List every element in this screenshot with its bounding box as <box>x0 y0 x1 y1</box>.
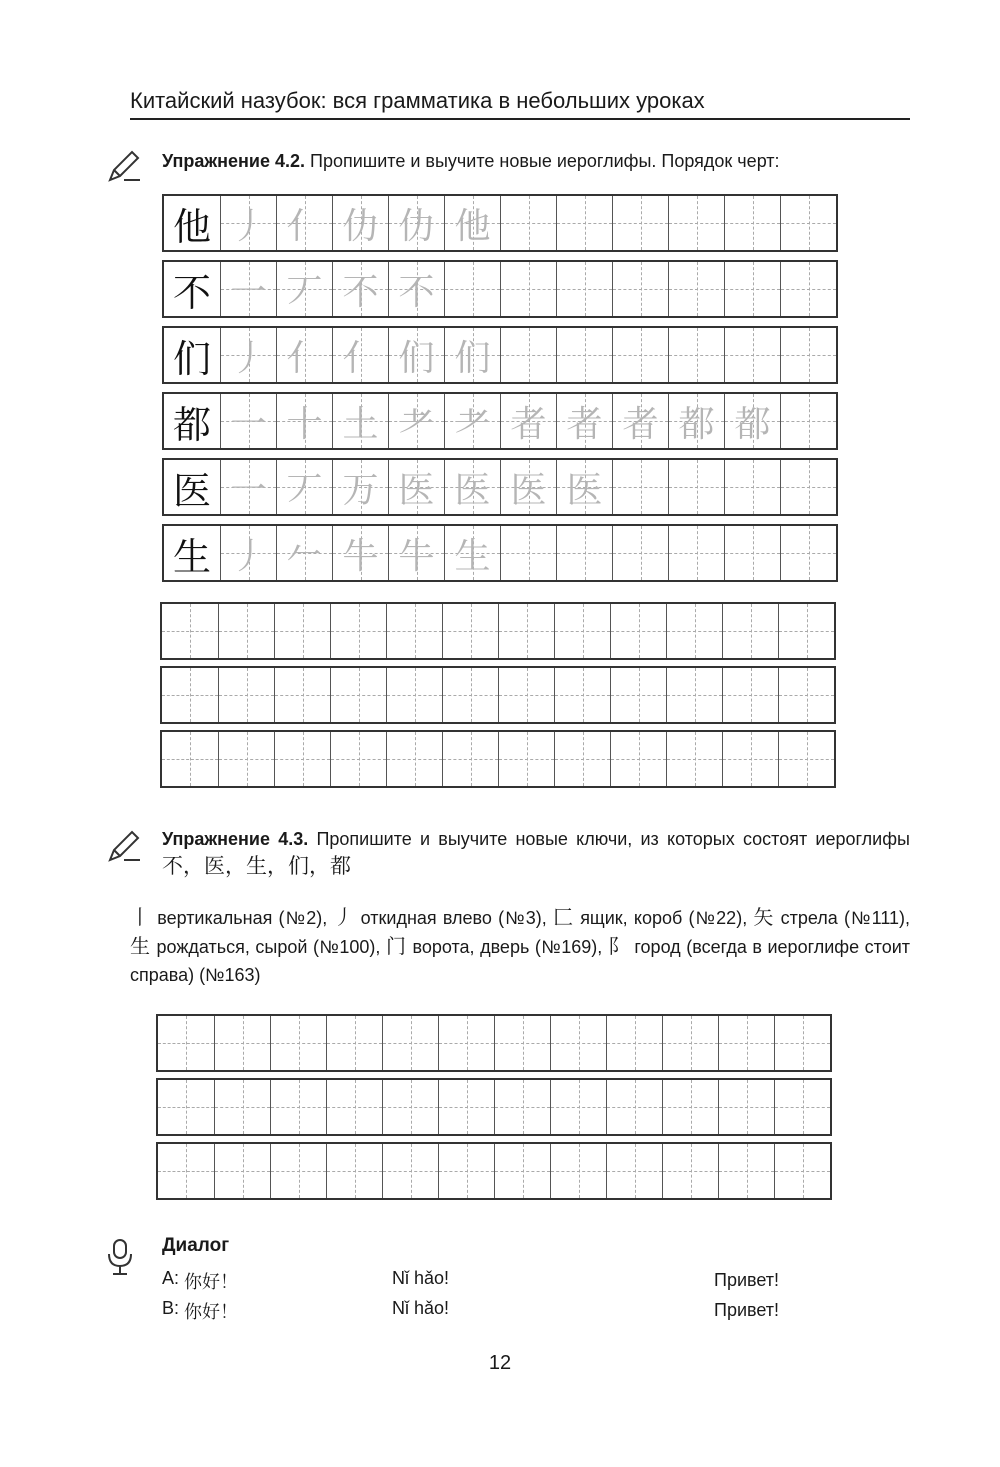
practice-cell <box>780 262 836 316</box>
stroke-step: 都 <box>724 394 780 448</box>
practice-cell <box>550 1080 606 1134</box>
dialog-hanzi: 你好！ <box>184 1302 238 1323</box>
stroke-step: 丿 <box>220 328 276 382</box>
stroke-row <box>162 524 838 582</box>
practice-cell <box>610 604 666 658</box>
dialog-translation: Привет! <box>714 1270 780 1290</box>
stroke-step: 土 <box>332 394 388 448</box>
practice-cell <box>610 668 666 722</box>
dialog-speaker: B: <box>162 1298 180 1318</box>
practice-cell <box>556 262 612 316</box>
stroke-step: 们 <box>388 328 444 382</box>
stroke-step: 耂 <box>444 394 500 448</box>
practice-cell <box>550 1016 606 1070</box>
exercise-4-3-instructions <box>162 826 910 881</box>
practice-cell <box>718 1144 774 1198</box>
dialog-speaker: A: <box>162 1268 180 1288</box>
practice-cell <box>724 328 780 382</box>
practice-cell <box>442 604 498 658</box>
practice-cell <box>778 604 834 658</box>
practice-cell <box>556 526 612 580</box>
practice-cell <box>386 668 442 722</box>
practice-cell <box>662 1016 718 1070</box>
model-character: 都 <box>172 402 211 447</box>
practice-cell <box>158 1144 214 1198</box>
stroke-step: 不 <box>388 262 444 316</box>
practice-cell <box>442 668 498 722</box>
stroke-row <box>162 458 838 516</box>
practice-cell <box>612 526 668 580</box>
practice-cell <box>162 668 218 722</box>
stroke-step: 亻 <box>276 328 332 382</box>
dialog-translation: Привет! <box>714 1300 780 1320</box>
stroke-step: 医 <box>500 460 556 514</box>
practice-cell <box>162 604 218 658</box>
stroke-step: 们 <box>444 328 500 382</box>
stroke-step: 仂 <box>388 196 444 250</box>
practice-cell <box>718 1016 774 1070</box>
practice-cell <box>774 1080 830 1134</box>
practice-cell <box>214 1080 270 1134</box>
radical-glyph: 矢 <box>753 905 775 929</box>
practice-cell <box>606 1080 662 1134</box>
practice-cell <box>218 604 274 658</box>
stroke-step: 者 <box>500 394 556 448</box>
exercise-4-3-text: Пропишите и выучите новые ключи, из которых состоят иероглифы <box>316 829 910 849</box>
practice-cell <box>724 460 780 514</box>
practice-cell <box>724 262 780 316</box>
practice-cell <box>666 668 722 722</box>
exercise-4-3-chars: 不，医，生，们，都 <box>162 854 351 878</box>
radical-description: рождаться, сырой (№100), <box>156 937 381 957</box>
practice-cell <box>724 526 780 580</box>
header-rule <box>130 118 910 120</box>
practice-cell <box>442 732 498 786</box>
practice-cell <box>722 732 778 786</box>
practice-cell <box>500 328 556 382</box>
pencil-icon <box>106 828 142 864</box>
dialog-hanzi: 你好！ <box>184 1272 238 1293</box>
practice-row <box>156 1078 832 1136</box>
stroke-row <box>162 260 838 318</box>
stroke-step: 者 <box>612 394 668 448</box>
practice-cell <box>270 1080 326 1134</box>
practice-cell <box>494 1016 550 1070</box>
stroke-step: 生 <box>444 526 500 580</box>
stroke-step: 牛 <box>332 526 388 580</box>
practice-cell <box>500 196 556 250</box>
stroke-step: 医 <box>388 460 444 514</box>
radical-glyph: 阝 <box>607 934 629 958</box>
practice-cell <box>218 732 274 786</box>
practice-cell <box>386 732 442 786</box>
practice-cell <box>662 1080 718 1134</box>
practice-cell <box>500 526 556 580</box>
dialog-title: Диалог <box>162 1235 230 1256</box>
stroke-step: 丿 <box>220 526 276 580</box>
model-character: 不 <box>172 270 211 315</box>
practice-cell <box>662 1144 718 1198</box>
practice-cell <box>214 1016 270 1070</box>
model-character: 他 <box>172 204 211 249</box>
radical-description: вертикальная (№2), <box>157 908 328 928</box>
stroke-step: 不 <box>332 262 388 316</box>
stroke-step: 一 <box>220 262 276 316</box>
radical-description: откидная влево (№3), <box>360 908 547 928</box>
practice-cell <box>612 328 668 382</box>
practice-cell <box>494 1080 550 1134</box>
practice-cell <box>498 668 554 722</box>
stroke-step: 一 <box>220 460 276 514</box>
practice-cell <box>780 460 836 514</box>
exercise-4-3-label: Упражнение 4.3. <box>162 829 309 849</box>
dialog-pinyin: Nǐ hǎo! <box>392 1268 450 1288</box>
stroke-row <box>162 392 838 450</box>
practice-cell <box>554 732 610 786</box>
practice-cell <box>668 460 724 514</box>
stroke-step: 耂 <box>388 394 444 448</box>
radical-glyph: 丨 <box>130 905 152 929</box>
practice-cell <box>158 1016 214 1070</box>
practice-cell <box>438 1080 494 1134</box>
model-character: 生 <box>172 534 211 579</box>
model-character: 医 <box>172 468 211 513</box>
practice-cell <box>778 668 834 722</box>
stroke-step: 亻 <box>276 196 332 250</box>
practice-cell <box>668 196 724 250</box>
radicals-paragraph <box>130 903 910 989</box>
practice-cell <box>382 1016 438 1070</box>
practice-cell <box>554 668 610 722</box>
practice-cell <box>270 1144 326 1198</box>
microphone-icon <box>104 1238 136 1278</box>
practice-cell <box>438 1016 494 1070</box>
practice-cell <box>612 460 668 514</box>
practice-cell <box>382 1080 438 1134</box>
practice-cell <box>386 604 442 658</box>
stroke-step: 亻 <box>332 328 388 382</box>
exercise-4-2-text: Пропишите и выучите новые иероглифы. Порядок черт: <box>310 151 780 171</box>
practice-row <box>160 666 836 724</box>
practice-cell <box>274 732 330 786</box>
practice-cell <box>270 1016 326 1070</box>
practice-cell <box>780 394 836 448</box>
practice-cell <box>162 732 218 786</box>
exercise-4-2-label: Упражнение 4.2. <box>162 151 306 171</box>
radical-glyph: 门 <box>385 934 407 958</box>
practice-cell <box>330 604 386 658</box>
practice-cell <box>218 668 274 722</box>
practice-cell <box>774 1016 830 1070</box>
practice-cell <box>780 196 836 250</box>
radical-description: ворота, дверь (№169), <box>412 937 603 957</box>
stroke-step: 丿 <box>220 196 276 250</box>
practice-cell <box>498 604 554 658</box>
practice-cell <box>610 732 666 786</box>
practice-cell <box>554 604 610 658</box>
pencil-icon <box>106 148 142 184</box>
practice-cell <box>668 262 724 316</box>
stroke-step: 医 <box>556 460 612 514</box>
practice-cell <box>382 1144 438 1198</box>
stroke-step: 牛 <box>388 526 444 580</box>
practice-cell <box>498 732 554 786</box>
practice-cell <box>668 328 724 382</box>
practice-cell <box>274 668 330 722</box>
practice-cell <box>722 668 778 722</box>
practice-cell <box>444 262 500 316</box>
stroke-step: 十 <box>276 394 332 448</box>
stroke-step: 者 <box>556 394 612 448</box>
stroke-row <box>162 194 838 252</box>
practice-cell <box>718 1080 774 1134</box>
practice-cell <box>438 1144 494 1198</box>
practice-cell <box>214 1144 270 1198</box>
stroke-step: 一 <box>220 394 276 448</box>
practice-cell <box>612 196 668 250</box>
practice-cell <box>326 1144 382 1198</box>
dialog-pinyin: Nǐ hǎo! <box>392 1298 450 1318</box>
radical-description: стрела (№111), <box>780 908 911 928</box>
practice-cell <box>724 196 780 250</box>
practice-cell <box>668 526 724 580</box>
radical-glyph: 生 <box>130 934 151 958</box>
practice-cell <box>556 196 612 250</box>
practice-cell <box>666 732 722 786</box>
practice-cell <box>330 668 386 722</box>
practice-cell <box>606 1016 662 1070</box>
practice-cell <box>158 1080 214 1134</box>
practice-cell <box>666 604 722 658</box>
stroke-order-grid <box>162 194 838 582</box>
radical-glyph: 丿 <box>333 905 355 929</box>
practice-grid-2 <box>156 1014 832 1200</box>
practice-row <box>160 602 836 660</box>
practice-cell <box>500 262 556 316</box>
practice-cell <box>274 604 330 658</box>
stroke-step: 丆 <box>276 460 332 514</box>
practice-cell <box>550 1144 606 1198</box>
running-header: Китайский назубок: вся грамматика в небольших уроках <box>130 88 705 113</box>
stroke-step: 都 <box>668 394 724 448</box>
practice-cell <box>606 1144 662 1198</box>
stroke-step: 他 <box>444 196 500 250</box>
practice-cell <box>330 732 386 786</box>
radical-glyph: 匚 <box>552 905 575 929</box>
stroke-step: 𠂉 <box>276 526 332 580</box>
practice-cell <box>778 732 834 786</box>
practice-cell <box>326 1016 382 1070</box>
practice-cell <box>494 1144 550 1198</box>
stroke-step: 医 <box>444 460 500 514</box>
practice-row <box>156 1014 832 1072</box>
practice-cell <box>780 526 836 580</box>
practice-grid-1 <box>160 602 836 788</box>
radical-description: ящик, короб (№22), <box>580 908 748 928</box>
stroke-step: 丆 <box>276 262 332 316</box>
model-character: 们 <box>172 336 211 381</box>
practice-cell <box>774 1144 830 1198</box>
practice-row <box>156 1142 832 1200</box>
practice-row <box>160 730 836 788</box>
practice-cell <box>722 604 778 658</box>
practice-cell <box>612 262 668 316</box>
radical-description: город (всегда в иероглифе стоит справа) (№163) <box>130 937 911 985</box>
practice-cell <box>780 328 836 382</box>
practice-cell <box>326 1080 382 1134</box>
page-number: 12 <box>488 1352 512 1374</box>
stroke-step: 万 <box>332 460 388 514</box>
exercise-4-2-instructions <box>162 148 910 175</box>
practice-cell <box>556 328 612 382</box>
stroke-row <box>162 326 838 384</box>
stroke-step: 仂 <box>332 196 388 250</box>
